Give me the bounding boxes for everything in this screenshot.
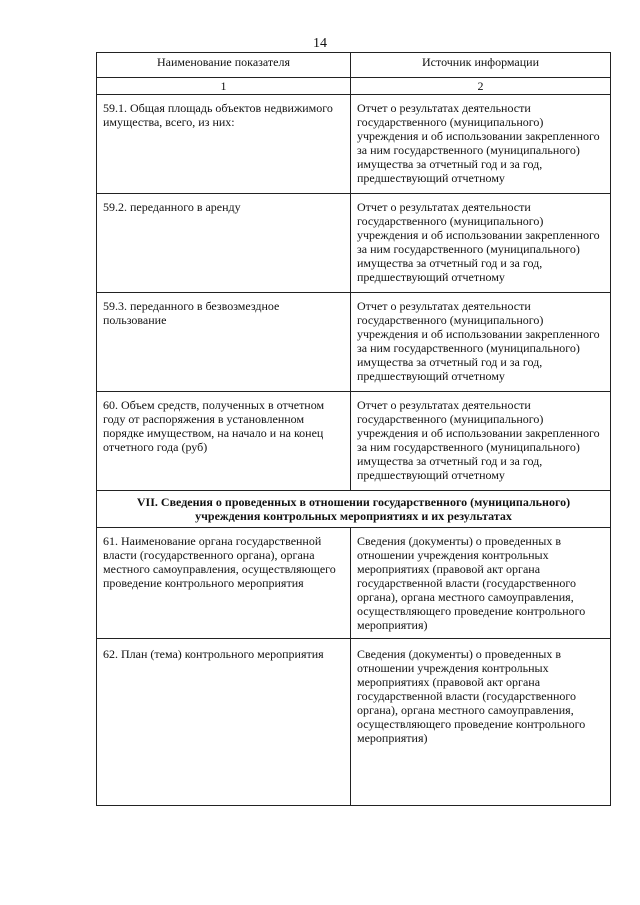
table-header-row — [97, 53, 611, 78]
indicator-cell: 59.2. переданного в аренду — [97, 194, 351, 293]
indicator-cell: 61. Наименование органа государственной власти (государственного органа), органа местного самоуправления, осуществляющего проведение контрольного мероприятия — [97, 528, 351, 639]
column-number-2: 2 — [351, 78, 611, 95]
source-cell: Отчет о результатах деятельности государственного (муниципального) учреждения и об использовании закрепленного за ним государственного (муниципального) имущества за отчетный год и за год, предшествующий отчетному — [351, 293, 611, 392]
header-indicator-name: Наименование показателя — [97, 53, 351, 78]
indicator-cell: 60. Объем средств, полученных в отчетном году от распоряжения в установленном порядке имуществом, на начало и на конец отчетного года (руб) — [97, 392, 351, 491]
source-cell: Сведения (документы) о проведенных в отношении учреждения контрольных мероприятиях (правовой акт органа государственной власти (государственного органа), органа местного самоуправления, осуществляющего проведение контрольного мероприятия) — [351, 639, 611, 806]
column-number-row — [97, 78, 611, 95]
table-row — [97, 392, 611, 491]
column-number-1: 1 — [97, 78, 351, 95]
table-row — [97, 194, 611, 293]
section-title: VII. Сведения о проведенных в отношении государственного (муниципального) учреждения контрольных мероприятиях и их результатах — [97, 491, 611, 528]
section-heading-row — [97, 491, 611, 528]
source-cell: Отчет о результатах деятельности государственного (муниципального) учреждения и об использовании закрепленного за ним государственного (муниципального) имущества за отчетный год и за год, предшествующий отчетному — [351, 194, 611, 293]
indicator-cell: 59.1. Общая площадь объектов недвижимого имущества, всего, из них: — [97, 95, 351, 194]
source-cell: Отчет о результатах деятельности государственного (муниципального) учреждения и об использовании закрепленного за ним государственного (муниципального) имущества за отчетный год и за год, предшествующий отчетному — [351, 392, 611, 491]
indicator-cell: 59.3. переданного в безвозмездное пользование — [97, 293, 351, 392]
table-row — [97, 95, 611, 194]
indicator-cell: 62. План (тема) контрольного мероприятия — [97, 639, 351, 806]
source-cell: Отчет о результатах деятельности государственного (муниципального) учреждения и об использовании закрепленного за ним государственного (муниципального) имущества за отчетный год и за год, предшествующий отчетному — [351, 95, 611, 194]
indicators-table — [96, 52, 611, 806]
header-information-source: Источник информации — [351, 53, 611, 78]
page-number: 14 — [313, 36, 327, 51]
source-cell: Сведения (документы) о проведенных в отношении учреждения контрольных мероприятиях (правовой акт органа государственной власти (государственного органа), органа местного самоуправления, осуществляющего проведение контрольного мероприятия) — [351, 528, 611, 639]
table-row — [97, 639, 611, 806]
table-row — [97, 293, 611, 392]
table-row — [97, 528, 611, 639]
